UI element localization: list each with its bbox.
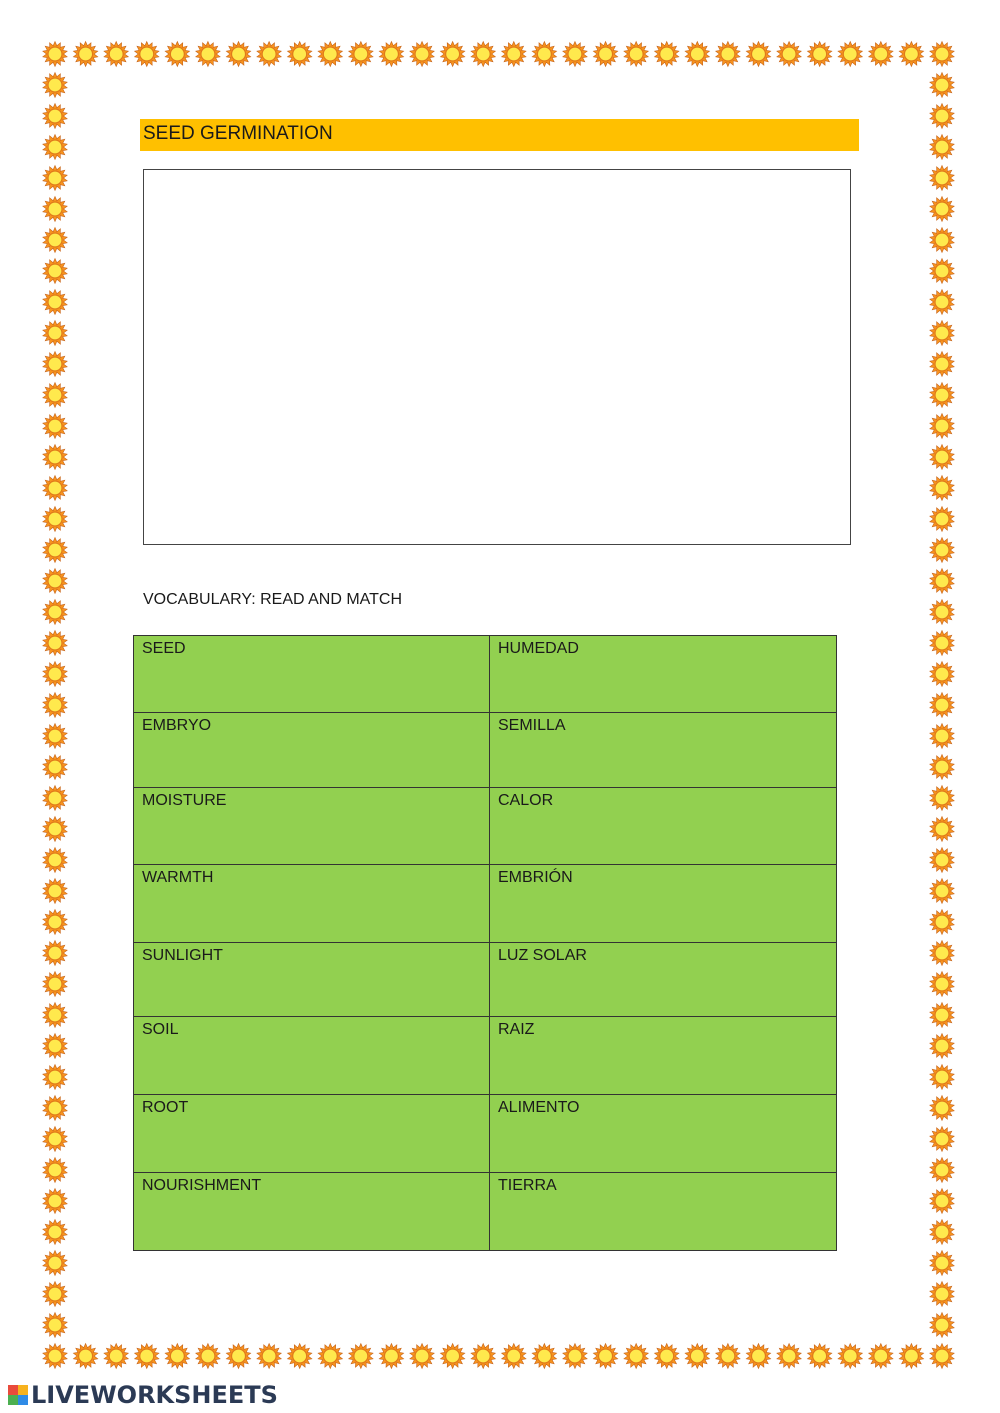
sun-icon	[43, 197, 67, 222]
sun-icon	[43, 786, 67, 811]
sun-icon	[43, 941, 67, 966]
sun-icon	[930, 321, 954, 346]
sun-icon	[899, 42, 923, 67]
sun-icon	[624, 42, 648, 67]
sun-icon	[930, 259, 954, 284]
sun-icon	[43, 42, 67, 67]
table-row	[134, 636, 837, 713]
sun-icon	[43, 724, 67, 749]
sun-icon	[930, 507, 954, 532]
sun-icon	[930, 228, 954, 253]
sun-icon	[746, 1344, 770, 1369]
table-row	[134, 788, 837, 865]
sun-icon	[43, 321, 67, 346]
sun-icon	[43, 1189, 67, 1214]
sun-icon	[349, 1344, 373, 1369]
sun-icon	[318, 1344, 342, 1369]
sun-icon	[899, 1344, 923, 1369]
sun-icon	[930, 445, 954, 470]
sun-icon	[43, 414, 67, 439]
sun-icon	[43, 631, 67, 656]
sun-icon	[43, 445, 67, 470]
sun-icon	[685, 42, 709, 67]
sun-icon	[930, 662, 954, 687]
sun-icon	[930, 1282, 954, 1307]
sun-icon	[43, 1096, 67, 1121]
sun-icon	[43, 135, 67, 160]
english-word-cell[interactable]: ROOT	[134, 1095, 490, 1173]
sun-icon	[930, 383, 954, 408]
english-word-cell[interactable]: SUNLIGHT	[134, 943, 490, 1017]
sun-icon	[257, 42, 281, 67]
liveworksheets-logo[interactable]	[8, 1380, 278, 1410]
sun-icon	[807, 1344, 831, 1369]
sun-icon	[930, 1251, 954, 1276]
logo-squares-icon	[8, 1385, 28, 1405]
sun-icon	[532, 42, 556, 67]
sun-icon	[43, 1003, 67, 1028]
sun-icon	[471, 42, 495, 67]
sun-icon	[43, 507, 67, 532]
sun-icon	[43, 848, 67, 873]
sun-icon	[502, 42, 526, 67]
sun-icon	[930, 290, 954, 315]
sun-icon	[563, 42, 587, 67]
spanish-word-cell[interactable]: CALOR	[490, 788, 837, 865]
sun-icon	[43, 166, 67, 191]
sun-icon	[930, 1158, 954, 1183]
sun-icon	[43, 1034, 67, 1059]
sun-icon	[43, 1282, 67, 1307]
sun-icon	[43, 1220, 67, 1245]
english-word-cell[interactable]: MOISTURE	[134, 788, 490, 865]
sun-icon	[43, 600, 67, 625]
sun-icon	[930, 476, 954, 501]
sun-icon	[43, 228, 67, 253]
spanish-word-cell[interactable]: ALIMENTO	[490, 1095, 837, 1173]
sun-icon	[930, 414, 954, 439]
spanish-word-cell[interactable]: EMBRIÓN	[490, 865, 837, 943]
sun-icon	[655, 1344, 679, 1369]
sun-icon	[349, 42, 373, 67]
sun-icon	[43, 1251, 67, 1276]
table-row	[134, 865, 837, 943]
sun-icon	[930, 1096, 954, 1121]
sun-icon	[43, 1158, 67, 1183]
sun-icon	[226, 1344, 250, 1369]
sun-icon	[930, 352, 954, 377]
sun-icon	[532, 1344, 556, 1369]
spanish-word-cell[interactable]: HUMEDAD	[490, 636, 837, 713]
sun-icon	[43, 383, 67, 408]
sun-icon	[104, 42, 128, 67]
spanish-word-cell[interactable]: SEMILLA	[490, 713, 837, 788]
sun-icon	[593, 42, 617, 67]
sun-icon	[379, 1344, 403, 1369]
sun-icon	[807, 42, 831, 67]
table-row	[134, 1017, 837, 1095]
sun-icon	[930, 724, 954, 749]
sun-icon	[43, 817, 67, 842]
sun-icon	[43, 352, 67, 377]
sun-icon	[287, 1344, 311, 1369]
sun-icon	[930, 538, 954, 563]
sun-icon	[930, 1189, 954, 1214]
sun-icon	[930, 1344, 954, 1369]
sun-icon	[104, 1344, 128, 1369]
vocabulary-table	[133, 635, 837, 1251]
sun-icon	[226, 42, 250, 67]
sun-icon	[930, 817, 954, 842]
sun-icon	[257, 1344, 281, 1369]
spanish-word-cell[interactable]: TIERRA	[490, 1173, 837, 1251]
sun-icon	[43, 290, 67, 315]
sun-icon	[930, 631, 954, 656]
sun-icon	[930, 755, 954, 780]
sun-icon	[930, 786, 954, 811]
logo-text: LIVEWORKSHEETS	[31, 1381, 278, 1409]
sun-icon	[43, 538, 67, 563]
sun-icon	[135, 1344, 159, 1369]
sun-icon	[930, 42, 954, 67]
sun-icon	[43, 662, 67, 687]
sun-icon	[930, 166, 954, 191]
sun-icon	[563, 1344, 587, 1369]
sun-icon	[196, 42, 220, 67]
sun-icon	[930, 1127, 954, 1152]
sun-icon	[410, 1344, 434, 1369]
sun-icon	[379, 42, 403, 67]
sun-icon	[930, 197, 954, 222]
sun-icon	[930, 848, 954, 873]
sun-icon	[838, 1344, 862, 1369]
sun-icon	[43, 910, 67, 935]
sun-icon	[930, 600, 954, 625]
sun-icon	[135, 42, 159, 67]
sun-icon	[838, 42, 862, 67]
sun-icon	[165, 1344, 189, 1369]
sun-icon	[655, 42, 679, 67]
sun-icon	[287, 42, 311, 67]
sun-icon	[43, 569, 67, 594]
sun-icon	[73, 42, 97, 67]
table-row	[134, 1173, 837, 1251]
sun-icon	[685, 1344, 709, 1369]
sun-icon	[73, 1344, 97, 1369]
sun-icon	[440, 42, 464, 67]
table-row	[134, 713, 837, 788]
table-row	[134, 1095, 837, 1173]
sun-icon	[43, 879, 67, 904]
sun-icon	[43, 755, 67, 780]
sun-icon	[440, 1344, 464, 1369]
sun-icon	[43, 1065, 67, 1090]
worksheet-title: SEED GERMINATION	[140, 119, 859, 151]
sun-icon	[777, 1344, 801, 1369]
sun-icon	[930, 972, 954, 997]
sun-icon	[624, 1344, 648, 1369]
sun-icon	[930, 693, 954, 718]
sun-icon	[930, 569, 954, 594]
sun-icon	[43, 1313, 67, 1338]
sun-icon	[43, 73, 67, 98]
sun-icon	[43, 259, 67, 284]
sun-icon	[43, 693, 67, 718]
sun-icon	[410, 42, 434, 67]
sun-icon	[196, 1344, 220, 1369]
sun-icon	[746, 42, 770, 67]
spanish-word-cell[interactable]: LUZ SOLAR	[490, 943, 837, 1017]
sun-icon	[930, 910, 954, 935]
sun-icon	[43, 1344, 67, 1369]
sun-icon	[930, 1003, 954, 1028]
sun-icon	[930, 941, 954, 966]
sun-icon	[165, 42, 189, 67]
sun-icon	[930, 104, 954, 129]
sun-icon	[930, 1034, 954, 1059]
sun-icon	[930, 879, 954, 904]
spanish-word-cell[interactable]: RAIZ	[490, 1017, 837, 1095]
sun-icon	[716, 1344, 740, 1369]
english-word-cell[interactable]: WARMTH	[134, 865, 490, 943]
sun-icon	[930, 1065, 954, 1090]
sun-icon	[930, 1313, 954, 1338]
sun-icon	[593, 1344, 617, 1369]
sun-icon	[318, 42, 342, 67]
sun-icon	[930, 1220, 954, 1245]
sun-icon	[43, 476, 67, 501]
english-word-cell[interactable]: SEED	[134, 636, 490, 713]
sun-icon	[43, 104, 67, 129]
sun-icon	[43, 972, 67, 997]
vocabulary-heading: VOCABULARY: READ AND MATCH	[143, 591, 403, 608]
sun-icon	[930, 135, 954, 160]
english-word-cell[interactable]: SOIL	[134, 1017, 490, 1095]
image-placeholder-box	[143, 169, 851, 545]
sun-icon	[502, 1344, 526, 1369]
sun-icon	[869, 1344, 893, 1369]
sun-icon	[930, 73, 954, 98]
sun-icon	[471, 1344, 495, 1369]
sun-icon	[777, 42, 801, 67]
sun-icon	[716, 42, 740, 67]
english-word-cell[interactable]: EMBRYO	[134, 713, 490, 788]
sun-icon	[43, 1127, 67, 1152]
table-row	[134, 943, 837, 1017]
english-word-cell[interactable]: NOURISHMENT	[134, 1173, 490, 1251]
sun-icon	[869, 42, 893, 67]
